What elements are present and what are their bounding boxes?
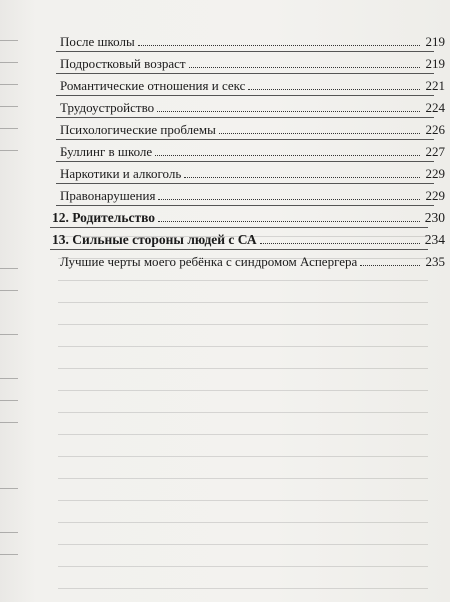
dot-leader [219, 133, 420, 134]
toc-entry-page: 219 [425, 34, 445, 49]
toc-entry[interactable] [60, 140, 445, 159]
toc-entry-title: Романтические отношения и секс [60, 78, 246, 93]
toc-chapter-page: 230 [424, 210, 445, 225]
toc-entry-title: Лучшие черты моего ребёнка с синдромом Аспергера [60, 254, 358, 269]
toc-entry-page: 219 [425, 56, 445, 71]
toc-entry-title: Подростковый возраст [60, 56, 186, 71]
dot-leader [189, 67, 420, 68]
toc-entry-title: После школы [60, 34, 135, 49]
dot-leader [157, 111, 420, 112]
toc-entry[interactable] [60, 250, 445, 269]
dot-leader [158, 199, 420, 200]
toc-entry-page: 224 [425, 100, 445, 115]
toc-entry[interactable] [60, 162, 445, 181]
toc-entry-page: 226 [425, 122, 445, 137]
dot-leader [260, 243, 420, 244]
toc-chapter[interactable] [52, 206, 445, 225]
toc-entry-page: 227 [425, 144, 445, 159]
toc-entry-title: Трудоустройство [60, 100, 155, 115]
dot-leader [360, 265, 420, 266]
toc-entry-page: 229 [425, 188, 445, 203]
dot-leader [248, 89, 420, 90]
toc-chapter[interactable] [52, 228, 445, 247]
dot-leader [155, 155, 420, 156]
toc-chapter-title: 12. Родительство [52, 210, 156, 225]
dot-leader [184, 177, 420, 178]
toc-entry-page: 221 [425, 78, 445, 93]
toc-chapter-page: 234 [424, 232, 445, 247]
toc-entry-title: Буллинг в школе [60, 144, 153, 159]
toc-entry[interactable] [50, 30, 445, 49]
toc-entry-title: Правонарушения [60, 188, 156, 203]
toc-entry[interactable] [60, 118, 445, 137]
toc-entry[interactable] [60, 96, 445, 115]
dot-leader [158, 221, 420, 222]
toc-entry-title: Наркотики и алкоголь [60, 166, 182, 181]
dot-leader [138, 45, 420, 46]
toc-entry[interactable] [60, 184, 445, 203]
toc-entry-page: 235 [425, 254, 445, 269]
toc-entry[interactable] [60, 52, 445, 71]
toc-entry[interactable] [60, 74, 445, 93]
toc-entry-title: Психологические проблемы [60, 122, 216, 137]
toc-chapter-title: 13. Сильные стороны людей с СА [52, 232, 257, 247]
toc-entry-page: 229 [425, 166, 445, 181]
